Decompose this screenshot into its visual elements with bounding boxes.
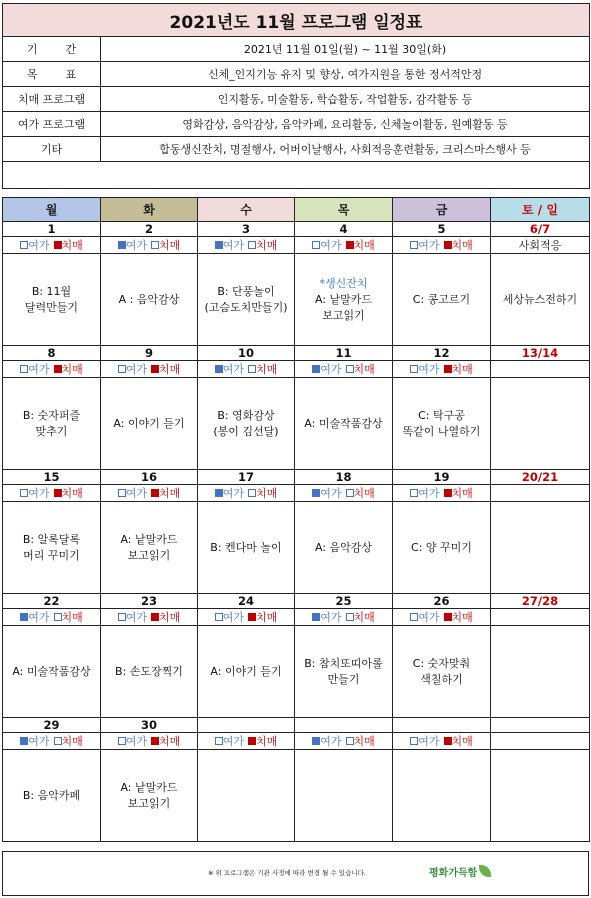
activity-line: A: 이야기 듣기 — [210, 664, 282, 678]
date-cell: 20/21 — [491, 470, 590, 485]
info-row-goal — [3, 62, 590, 87]
info-row-etc — [3, 137, 590, 162]
weekday-header: 월 — [3, 198, 101, 222]
activity-cell — [3, 502, 101, 594]
program-type-cell — [101, 733, 198, 750]
empty-box-icon — [118, 737, 126, 745]
info-value: 영화감상, 음악감상, 음악카페, 요리활동, 신체놀이활동, 원예활동 등 — [101, 112, 590, 137]
activity-cell — [491, 750, 590, 842]
checked-box-icon — [444, 489, 452, 497]
leisure-label: 여가 — [28, 487, 50, 500]
activity-cell — [198, 626, 295, 718]
leisure-label: 여가 — [418, 735, 440, 748]
date-cell: 16 — [101, 470, 198, 485]
activity-line: 머리 꾸미기 — [23, 548, 80, 562]
activity-cell — [491, 378, 590, 470]
date-cell: 24 — [198, 594, 295, 609]
leisure-label: 여가 — [320, 363, 342, 376]
leisure-label: 여가 — [320, 735, 342, 748]
activity-line: A: 낱말카드 — [314, 292, 373, 306]
checked-box-icon — [151, 489, 159, 497]
program-type-cell — [198, 609, 295, 626]
activity-cell — [491, 626, 590, 718]
activity-cell — [295, 378, 393, 470]
activity-line: A: 낱말카드 — [120, 780, 178, 794]
program-type-cell — [198, 361, 295, 378]
checked-box-icon — [215, 365, 223, 373]
birthday-note: *생신잔치 — [319, 276, 368, 290]
leisure-label: 여가 — [418, 239, 440, 252]
empty-box-icon — [151, 241, 159, 249]
activity-line: 세상뉴스전하기 — [502, 292, 578, 306]
date-cell: 11 — [295, 346, 393, 361]
empty-box-icon — [346, 489, 354, 497]
dementia-label: 치매 — [256, 735, 278, 748]
footer-note: ※ 위 프로그램은 기관 사정에 따라 변경 될 수 있습니다. — [208, 869, 366, 877]
activity-cell — [101, 254, 198, 346]
program-type-cell — [295, 361, 393, 378]
dementia-label: 치매 — [451, 363, 473, 376]
program-type-cell — [198, 485, 295, 502]
checked-box-icon — [54, 241, 62, 249]
activity-cell — [101, 626, 198, 718]
program-type-row — [3, 237, 590, 254]
info-label: 치매 프로그램 — [3, 87, 101, 112]
activity-cell — [101, 750, 198, 842]
date-cell: 23 — [101, 594, 198, 609]
date-cell: 13/14 — [491, 346, 590, 361]
checked-box-icon — [215, 241, 223, 249]
date-row — [3, 346, 590, 361]
activity-line: B: 알록달록 — [22, 532, 81, 546]
calendar-table — [2, 197, 590, 842]
activity-line: B: 영화감상 — [217, 408, 275, 422]
dementia-label: 치매 — [353, 611, 375, 624]
activity-line: B: 11월 — [31, 284, 72, 298]
program-type-cell — [101, 237, 198, 254]
dementia-label: 치매 — [353, 735, 375, 748]
activity-cell — [295, 502, 393, 594]
activity-line: A: 미술작품감상 — [304, 416, 383, 430]
activity-line: 색칠하기 — [420, 672, 463, 686]
program-type-cell — [3, 237, 101, 254]
program-type-cell — [393, 361, 491, 378]
activity-cell — [295, 626, 393, 718]
dementia-label: 치매 — [159, 239, 181, 252]
info-label: 여가 프로그램 — [3, 112, 101, 137]
leisure-label: 여가 — [320, 487, 342, 500]
checked-box-icon — [151, 737, 159, 745]
date-row — [3, 470, 590, 485]
logo — [429, 861, 491, 887]
spacer-cell — [3, 162, 590, 189]
activity-line: B: 켄다마 놀이 — [210, 540, 282, 554]
program-type-row — [3, 485, 590, 502]
dementia-label: 치매 — [61, 239, 83, 252]
activity-line: C: 숫자맞춰 — [412, 656, 471, 670]
date-row — [3, 222, 590, 237]
program-type-cell — [295, 733, 393, 750]
date-cell: 8 — [3, 346, 101, 361]
program-type-cell — [295, 609, 393, 626]
program-type-cell — [3, 485, 101, 502]
leisure-label: 여가 — [222, 735, 244, 748]
dementia-label: 치매 — [353, 239, 375, 252]
date-cell: 3 — [198, 222, 295, 237]
leisure-label: 여가 — [125, 611, 147, 624]
activity-line: 보고읽기 — [127, 548, 171, 562]
weekend-subtitle: 사회적응 — [518, 239, 562, 252]
page-title: 2021년도 11월 프로그램 일정표 — [3, 4, 590, 37]
dementia-label: 치매 — [353, 487, 375, 500]
date-cell: 19 — [393, 470, 491, 485]
info-label: 기 간 — [3, 37, 101, 62]
date-cell: 25 — [295, 594, 393, 609]
checked-box-icon — [248, 737, 256, 745]
leisure-label: 여가 — [28, 239, 50, 252]
dementia-label: 치매 — [353, 363, 375, 376]
empty-box-icon — [346, 613, 354, 621]
activity-line: B: 음악카페 — [22, 788, 81, 802]
date-cell: 9 — [101, 346, 198, 361]
date-cell: 30 — [101, 718, 198, 733]
program-type-cell — [3, 609, 101, 626]
checked-box-icon — [444, 737, 452, 745]
program-type-cell — [393, 609, 491, 626]
activity-cell — [101, 378, 198, 470]
info-value: 합동생신잔치, 명절행사, 어버이날행사, 사회적응훈련활동, 크리스마스행사 등 — [101, 137, 590, 162]
info-value: 2021년 11월 01일(월) ~ 11월 30일(화) — [101, 37, 590, 62]
activity-cell — [198, 502, 295, 594]
program-type-cell — [295, 237, 393, 254]
activity-row — [3, 750, 590, 842]
program-type-cell — [198, 733, 295, 750]
empty-box-icon — [346, 737, 354, 745]
leisure-label: 여가 — [418, 487, 440, 500]
empty-box-icon — [346, 365, 354, 373]
activity-line: C: 탁구공 — [418, 408, 465, 422]
activity-cell — [3, 750, 101, 842]
date-cell: 1 — [3, 222, 101, 237]
program-type-row — [3, 361, 590, 378]
program-type-cell — [393, 237, 491, 254]
logo-text: 평화가득함 — [429, 868, 478, 879]
dementia-label: 치매 — [61, 487, 83, 500]
info-row-dementia-program — [3, 87, 590, 112]
activity-cell — [393, 254, 491, 346]
leisure-label: 여가 — [28, 611, 50, 624]
weekday-header-row — [3, 198, 590, 222]
activity-line: 보고읽기 — [127, 796, 171, 810]
date-cell: 10 — [198, 346, 295, 361]
checked-box-icon — [118, 241, 126, 249]
weekday-header: 토 / 일 — [491, 198, 590, 222]
empty-box-icon — [118, 613, 126, 621]
empty-box-icon — [248, 365, 256, 373]
activity-row — [3, 626, 590, 718]
dementia-label: 치매 — [451, 611, 473, 624]
empty-box-icon — [215, 613, 223, 621]
program-type-row — [3, 733, 590, 750]
activity-line: 맞추기 — [35, 424, 68, 438]
empty-box-icon — [248, 489, 256, 497]
activity-line: C: 콩고르기 — [412, 292, 471, 306]
program-type-cell — [393, 733, 491, 750]
activity-cell — [198, 254, 295, 346]
activity-cell — [393, 378, 491, 470]
activity-cell — [491, 502, 590, 594]
date-cell: 17 — [198, 470, 295, 485]
date-cell: 29 — [3, 718, 101, 733]
program-type-cell — [491, 609, 590, 626]
dementia-label: 치매 — [159, 611, 181, 624]
activity-cell — [198, 750, 295, 842]
activity-line: A: 미술작품감상 — [12, 664, 91, 678]
date-cell: 2 — [101, 222, 198, 237]
activity-cell — [393, 626, 491, 718]
weekday-header: 금 — [393, 198, 491, 222]
leisure-label: 여가 — [28, 363, 50, 376]
leisure-label: 여가 — [320, 611, 342, 624]
activity-line: (봉이 김선달) — [213, 424, 279, 438]
activity-line: 만들기 — [327, 672, 360, 686]
leisure-label: 여가 — [222, 239, 244, 252]
activity-line: A: 이야기 듣기 — [113, 416, 185, 430]
empty-box-icon — [215, 737, 223, 745]
activity-line: 보고읽기 — [322, 308, 365, 322]
dementia-label: 치매 — [256, 239, 278, 252]
activity-cell — [295, 750, 393, 842]
checked-box-icon — [151, 365, 159, 373]
date-cell: 18 — [295, 470, 393, 485]
leisure-label: 여가 — [222, 487, 244, 500]
info-value: 인지활동, 미술활동, 학습활동, 작업활동, 감각활동 등 — [101, 87, 590, 112]
empty-box-icon — [54, 737, 62, 745]
checked-box-icon — [444, 365, 452, 373]
date-row — [3, 718, 590, 733]
date-cell: 26 — [393, 594, 491, 609]
activity-line: A: 음악감상 — [314, 540, 373, 554]
program-type-cell — [295, 485, 393, 502]
program-type-cell — [101, 485, 198, 502]
dementia-label: 치매 — [61, 611, 83, 624]
checked-box-icon — [248, 613, 256, 621]
program-type-cell — [101, 609, 198, 626]
date-cell: 5 — [393, 222, 491, 237]
leisure-label: 여가 — [28, 735, 50, 748]
activity-cell — [393, 750, 491, 842]
dementia-label: 치매 — [159, 735, 181, 748]
activity-cell — [3, 626, 101, 718]
activity-cell — [3, 254, 101, 346]
spacer-row — [3, 162, 590, 189]
leisure-label: 여가 — [418, 363, 440, 376]
program-type-cell — [3, 361, 101, 378]
program-type-cell — [101, 361, 198, 378]
program-type-cell — [393, 485, 491, 502]
date-row — [3, 594, 590, 609]
dementia-label: 치매 — [61, 363, 83, 376]
checked-box-icon — [215, 489, 223, 497]
checked-box-icon — [54, 365, 62, 373]
activity-line: A : 음악감상 — [118, 292, 180, 306]
activity-line: A: 낱말카드 — [120, 532, 178, 546]
leisure-label: 여가 — [125, 239, 147, 252]
activity-line: B: 손도장찍기 — [115, 664, 183, 678]
activity-line: (고슴도치만들기) — [204, 300, 288, 314]
program-type-row — [3, 609, 590, 626]
dementia-label: 치매 — [256, 487, 278, 500]
dementia-label: 치매 — [451, 239, 473, 252]
dementia-label: 치매 — [256, 611, 278, 624]
program-type-cell — [198, 237, 295, 254]
weekday-header: 화 — [101, 198, 198, 222]
dementia-label: 치매 — [61, 735, 83, 748]
activity-cell — [198, 378, 295, 470]
checked-box-icon — [346, 241, 354, 249]
date-cell — [198, 718, 295, 733]
leisure-label: 여가 — [418, 611, 440, 624]
info-row-period — [3, 37, 590, 62]
footer-table — [2, 851, 589, 896]
program-type-cell — [491, 361, 590, 378]
activity-line: 달력만들기 — [24, 300, 79, 314]
activity-row — [3, 378, 590, 470]
program-type-cell — [491, 733, 590, 750]
checked-box-icon — [444, 613, 452, 621]
info-label: 목 표 — [3, 62, 101, 87]
empty-box-icon — [118, 489, 126, 497]
date-cell: 15 — [3, 470, 101, 485]
empty-box-icon — [54, 613, 62, 621]
activity-cell — [3, 378, 101, 470]
date-cell — [295, 718, 393, 733]
activity-line: 똑같이 나열하기 — [402, 424, 481, 438]
date-cell — [491, 718, 590, 733]
date-cell — [393, 718, 491, 733]
date-cell: 27/28 — [491, 594, 590, 609]
info-value: 신체_인지기능 유지 및 향상, 여가지원을 통한 정서적안정 — [101, 62, 590, 87]
activity-line: B: 단풍놀이 — [217, 284, 275, 298]
dementia-label: 치매 — [159, 363, 181, 376]
program-type-cell — [491, 485, 590, 502]
leisure-label: 여가 — [125, 363, 147, 376]
date-cell: 6/7 — [491, 222, 590, 237]
empty-box-icon — [118, 365, 126, 373]
activity-line: B: 참치또띠아롤 — [304, 656, 383, 670]
dementia-label: 치매 — [159, 487, 181, 500]
checked-box-icon — [54, 489, 62, 497]
info-table — [2, 3, 590, 189]
info-label: 기타 — [3, 137, 101, 162]
activity-line: C: 양 꾸미기 — [411, 540, 472, 554]
activity-row — [3, 502, 590, 594]
activity-line: B: 숫자퍼즐 — [22, 408, 81, 422]
dementia-label: 치매 — [451, 735, 473, 748]
activity-cell — [393, 502, 491, 594]
leisure-label: 여가 — [125, 487, 147, 500]
empty-box-icon — [248, 241, 256, 249]
activity-cell — [295, 254, 393, 346]
dementia-label: 치매 — [256, 363, 278, 376]
activity-row — [3, 254, 590, 346]
dementia-label: 치매 — [451, 487, 473, 500]
weekday-header: 수 — [198, 198, 295, 222]
leisure-label: 여가 — [125, 735, 147, 748]
date-cell: 4 — [295, 222, 393, 237]
leisure-label: 여가 — [222, 363, 244, 376]
leaf-icon — [479, 865, 491, 877]
footer-cell — [3, 852, 589, 896]
date-cell: 22 — [3, 594, 101, 609]
leisure-label: 여가 — [222, 611, 244, 624]
weekday-header: 목 — [295, 198, 393, 222]
checked-box-icon — [444, 241, 452, 249]
activity-cell — [101, 502, 198, 594]
program-type-cell — [491, 237, 590, 254]
checked-box-icon — [151, 613, 159, 621]
info-row-leisure-program — [3, 112, 590, 137]
activity-cell — [491, 254, 590, 346]
leisure-label: 여가 — [320, 239, 342, 252]
program-type-cell — [3, 733, 101, 750]
date-cell: 12 — [393, 346, 491, 361]
